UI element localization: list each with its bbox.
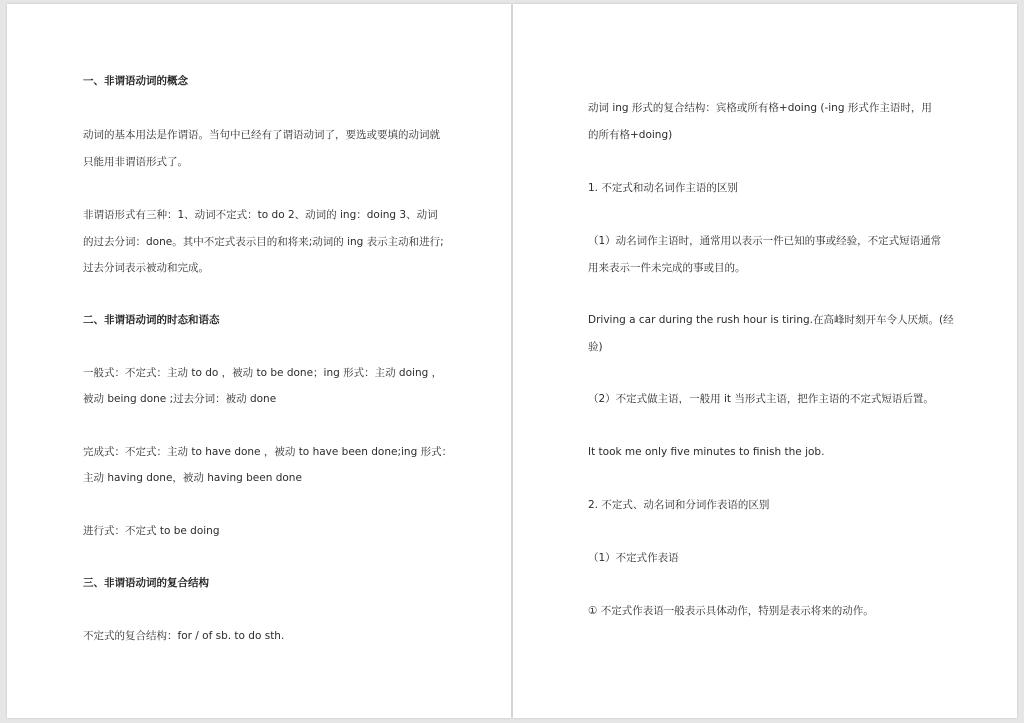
paragraph-line: 的过去分词：done。其中不定式表示目的和将来;动词的 ing 表示主动和进行;: [83, 236, 444, 248]
paragraph-line: 非谓语形式有三种：1、动词不定式：to do 2、动词的 ing：doing 3、动词: [83, 209, 438, 221]
paragraph-line: （1）动名词作主语时，通常用以表示一件已知的事或经验，不定式短语通常: [588, 235, 942, 247]
paragraph-line: （2）不定式做主语，一般用 it 当形式主语，把作主语的不定式短语后置。: [588, 393, 934, 405]
example-line: 验): [588, 341, 603, 353]
example-line: Driving a car during the rush hour is tiring.在高峰时刻开车令人厌烦。(经: [588, 314, 954, 326]
paragraph-line: 进行式：不定式 to be doing: [83, 525, 220, 537]
paragraph-line: 过去分词表示被动和完成。: [83, 262, 209, 274]
paragraph-line: 用来表示一件未完成的事或目的。: [588, 262, 746, 274]
numbered-item: 2. 不定式、动名词和分词作表语的区别: [588, 499, 770, 511]
paragraph-line: ① 不定式作表语一般表示具体动作，特别是表示将来的动作。: [588, 605, 874, 617]
sub-heading: （1）不定式作表语: [588, 552, 679, 564]
paragraph-line: 只能用非谓语形式了。: [83, 156, 188, 168]
paragraph-line: 的所有格+doing): [588, 129, 673, 141]
section-heading: 三、非谓语动词的复合结构: [83, 577, 209, 589]
paragraph-line: 不定式的复合结构：for / of sb. to do sth.: [83, 630, 285, 642]
section-heading: 一、非谓语动词的概念: [83, 75, 188, 87]
numbered-item: 1. 不定式和动名词作主语的区别: [588, 182, 738, 194]
paragraph-line: 主动 having done，被动 having been done: [83, 472, 302, 484]
paragraph-line: 被动 being done ;过去分词：被动 done: [83, 393, 277, 405]
paragraph-line: 动词的基本用法是作谓语。当句中已经有了谓语动词了，要选或要填的动词就: [83, 129, 440, 141]
document-page-left: [7, 4, 511, 718]
paragraph-line: 一般式：不定式：主动 to do ，被动 to be done；ing 形式：主动 doing ，: [83, 367, 443, 379]
example-line: It took me only five minutes to finish the job.: [588, 446, 825, 458]
paragraph-line: 完成式：不定式：主动 to have done ，被动 to have been done;ing 形式：: [83, 446, 453, 458]
paragraph-line: 动词 ing 形式的复合结构：宾格或所有格+doing (-ing 形式作主语时，用: [588, 102, 932, 114]
document-page-right: [513, 4, 1017, 718]
section-heading: 二、非谓语动词的时态和语态: [83, 314, 220, 326]
